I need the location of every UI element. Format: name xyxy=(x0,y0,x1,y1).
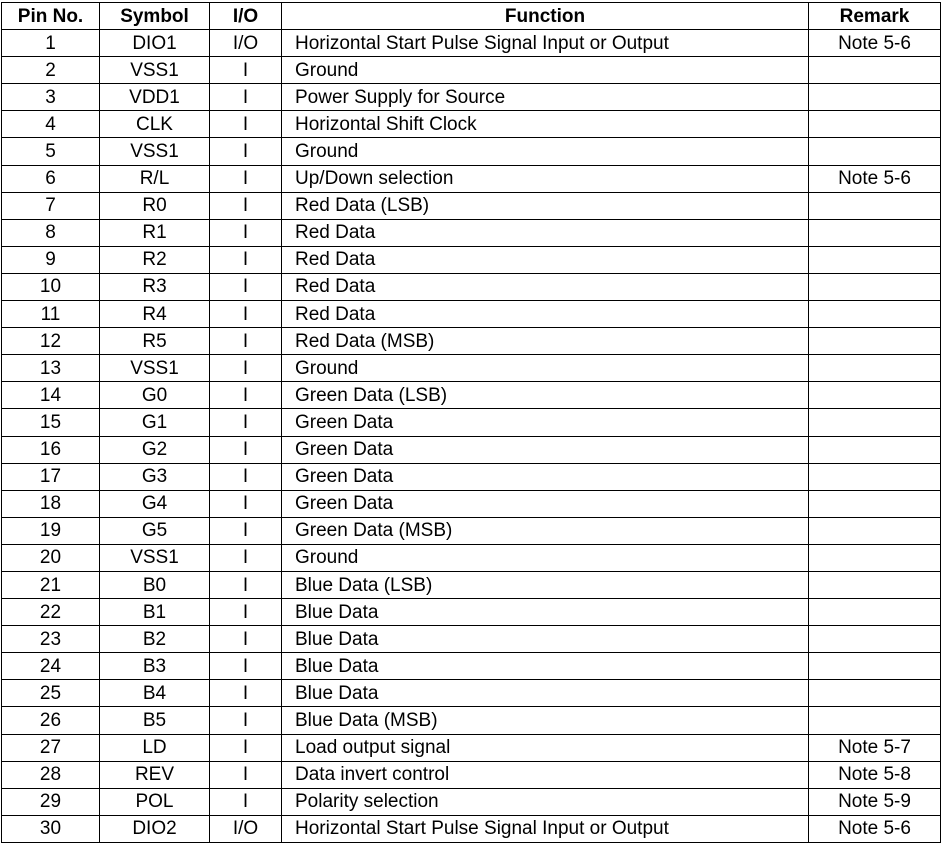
remark-cell xyxy=(809,490,941,517)
io-cell: I/O xyxy=(210,815,282,842)
table-row xyxy=(2,192,941,219)
symbol-cell: VDD1 xyxy=(100,84,210,111)
table-row xyxy=(2,84,941,111)
table-row xyxy=(2,57,941,84)
remark-cell xyxy=(809,57,941,84)
function-cell: Data invert control xyxy=(282,761,809,788)
table-row xyxy=(2,328,941,355)
table-row xyxy=(2,815,941,842)
pin-number-cell: 30 xyxy=(2,815,100,842)
symbol-cell: CLK xyxy=(100,111,210,138)
header-pin-no: Pin No. xyxy=(2,3,100,30)
io-cell: I xyxy=(210,788,282,815)
table-row xyxy=(2,707,941,734)
pin-number-cell: 2 xyxy=(2,57,100,84)
symbol-cell: DIO2 xyxy=(100,815,210,842)
symbol-cell: VSS1 xyxy=(100,544,210,571)
io-cell: I xyxy=(210,192,282,219)
function-cell: Red Data xyxy=(282,273,809,300)
io-cell: I xyxy=(210,571,282,598)
pin-number-cell: 12 xyxy=(2,328,100,355)
function-cell: Ground xyxy=(282,355,809,382)
remark-cell xyxy=(809,517,941,544)
io-cell: I xyxy=(210,761,282,788)
table-row xyxy=(2,734,941,761)
pin-number-cell: 24 xyxy=(2,653,100,680)
function-cell: Red Data (LSB) xyxy=(282,192,809,219)
symbol-cell: R5 xyxy=(100,328,210,355)
symbol-cell: G5 xyxy=(100,517,210,544)
remark-cell xyxy=(809,382,941,409)
remark-cell xyxy=(809,246,941,273)
pin-number-cell: 9 xyxy=(2,246,100,273)
function-cell: Horizontal Shift Clock xyxy=(282,111,809,138)
function-cell: Green Data xyxy=(282,436,809,463)
pin-number-cell: 3 xyxy=(2,84,100,111)
pin-number-cell: 15 xyxy=(2,409,100,436)
symbol-cell: LD xyxy=(100,734,210,761)
pin-number-cell: 1 xyxy=(2,30,100,57)
function-cell: Blue Data (MSB) xyxy=(282,707,809,734)
table-row xyxy=(2,301,941,328)
io-cell: I xyxy=(210,599,282,626)
io-cell: I xyxy=(210,355,282,382)
remark-cell xyxy=(809,707,941,734)
remark-cell xyxy=(809,84,941,111)
remark-cell xyxy=(809,680,941,707)
function-cell: Green Data xyxy=(282,409,809,436)
symbol-cell: G1 xyxy=(100,409,210,436)
symbol-cell: B5 xyxy=(100,707,210,734)
io-cell: I xyxy=(210,219,282,246)
pin-assignment-table xyxy=(1,2,941,843)
pin-number-cell: 14 xyxy=(2,382,100,409)
pin-number-cell: 26 xyxy=(2,707,100,734)
io-cell: I xyxy=(210,301,282,328)
pin-number-cell: 4 xyxy=(2,111,100,138)
io-cell: I xyxy=(210,707,282,734)
io-cell: I xyxy=(210,409,282,436)
header-io: I/O xyxy=(210,3,282,30)
io-cell: I xyxy=(210,165,282,192)
symbol-cell: B3 xyxy=(100,653,210,680)
pin-number-cell: 5 xyxy=(2,138,100,165)
remark-cell xyxy=(809,626,941,653)
function-cell: Green Data xyxy=(282,463,809,490)
function-cell: Ground xyxy=(282,57,809,84)
symbol-cell: DIO1 xyxy=(100,30,210,57)
remark-cell xyxy=(809,463,941,490)
pin-number-cell: 25 xyxy=(2,680,100,707)
remark-cell: Note 5-7 xyxy=(809,734,941,761)
remark-cell xyxy=(809,301,941,328)
function-cell: Blue Data (LSB) xyxy=(282,571,809,598)
remark-cell xyxy=(809,436,941,463)
io-cell: I xyxy=(210,138,282,165)
symbol-cell: G2 xyxy=(100,436,210,463)
io-cell: I xyxy=(210,544,282,571)
remark-cell xyxy=(809,544,941,571)
symbol-cell: R/L xyxy=(100,165,210,192)
pin-number-cell: 10 xyxy=(2,273,100,300)
table-row xyxy=(2,436,941,463)
function-cell: Blue Data xyxy=(282,626,809,653)
io-cell: I xyxy=(210,734,282,761)
table-row xyxy=(2,653,941,680)
pin-number-cell: 29 xyxy=(2,788,100,815)
function-cell: Red Data xyxy=(282,219,809,246)
symbol-cell: R0 xyxy=(100,192,210,219)
function-cell: Red Data (MSB) xyxy=(282,328,809,355)
symbol-cell: G0 xyxy=(100,382,210,409)
table-row xyxy=(2,165,941,192)
table-row xyxy=(2,517,941,544)
io-cell: I xyxy=(210,653,282,680)
remark-cell xyxy=(809,409,941,436)
remark-cell xyxy=(809,219,941,246)
symbol-cell: R4 xyxy=(100,301,210,328)
pin-number-cell: 20 xyxy=(2,544,100,571)
symbol-cell: VSS1 xyxy=(100,138,210,165)
pin-number-cell: 7 xyxy=(2,192,100,219)
table-row xyxy=(2,382,941,409)
remark-cell xyxy=(809,653,941,680)
io-cell: I xyxy=(210,517,282,544)
table-row xyxy=(2,680,941,707)
io-cell: I xyxy=(210,328,282,355)
table-row xyxy=(2,544,941,571)
table-row xyxy=(2,246,941,273)
function-cell: Green Data (MSB) xyxy=(282,517,809,544)
symbol-cell: R3 xyxy=(100,273,210,300)
pin-number-cell: 27 xyxy=(2,734,100,761)
pin-number-cell: 23 xyxy=(2,626,100,653)
io-cell: I xyxy=(210,246,282,273)
io-cell: I xyxy=(210,111,282,138)
table-row xyxy=(2,626,941,653)
table-row xyxy=(2,355,941,382)
remark-cell: Note 5-6 xyxy=(809,30,941,57)
table-row xyxy=(2,138,941,165)
remark-cell xyxy=(809,111,941,138)
pin-number-cell: 17 xyxy=(2,463,100,490)
io-cell: I xyxy=(210,490,282,517)
symbol-cell: POL xyxy=(100,788,210,815)
remark-cell xyxy=(809,599,941,626)
symbol-cell: VSS1 xyxy=(100,57,210,84)
function-cell: Horizontal Start Pulse Signal Input or Output xyxy=(282,30,809,57)
header-remark: Remark xyxy=(809,3,941,30)
io-cell: I xyxy=(210,626,282,653)
function-cell: Blue Data xyxy=(282,599,809,626)
function-cell: Blue Data xyxy=(282,680,809,707)
table-row xyxy=(2,219,941,246)
remark-cell xyxy=(809,273,941,300)
remark-cell xyxy=(809,328,941,355)
symbol-cell: VSS1 xyxy=(100,355,210,382)
remark-cell xyxy=(809,138,941,165)
table-row xyxy=(2,409,941,436)
function-cell: Ground xyxy=(282,138,809,165)
remark-cell: Note 5-6 xyxy=(809,815,941,842)
remark-cell xyxy=(809,192,941,219)
pin-number-cell: 18 xyxy=(2,490,100,517)
table-row xyxy=(2,788,941,815)
pin-number-cell: 16 xyxy=(2,436,100,463)
table-row xyxy=(2,111,941,138)
table-row xyxy=(2,761,941,788)
io-cell: I xyxy=(210,57,282,84)
function-cell: Power Supply for Source xyxy=(282,84,809,111)
table-row xyxy=(2,463,941,490)
symbol-cell: B2 xyxy=(100,626,210,653)
symbol-cell: R1 xyxy=(100,219,210,246)
function-cell: Polarity selection xyxy=(282,788,809,815)
function-cell: Red Data xyxy=(282,301,809,328)
symbol-cell: B1 xyxy=(100,599,210,626)
remark-cell: Note 5-9 xyxy=(809,788,941,815)
function-cell: Red Data xyxy=(282,246,809,273)
table-row xyxy=(2,273,941,300)
io-cell: I xyxy=(210,680,282,707)
io-cell: I/O xyxy=(210,30,282,57)
function-cell: Ground xyxy=(282,544,809,571)
io-cell: I xyxy=(210,463,282,490)
symbol-cell: G4 xyxy=(100,490,210,517)
io-cell: I xyxy=(210,436,282,463)
pin-number-cell: 22 xyxy=(2,599,100,626)
function-cell: Green Data xyxy=(282,490,809,517)
remark-cell: Note 5-8 xyxy=(809,761,941,788)
pin-number-cell: 21 xyxy=(2,571,100,598)
pin-number-cell: 6 xyxy=(2,165,100,192)
pin-number-cell: 11 xyxy=(2,301,100,328)
table-header-row xyxy=(2,3,941,30)
symbol-cell: G3 xyxy=(100,463,210,490)
pin-number-cell: 28 xyxy=(2,761,100,788)
function-cell: Green Data (LSB) xyxy=(282,382,809,409)
symbol-cell: REV xyxy=(100,761,210,788)
remark-cell xyxy=(809,355,941,382)
pin-number-cell: 13 xyxy=(2,355,100,382)
header-symbol: Symbol xyxy=(100,3,210,30)
function-cell: Blue Data xyxy=(282,653,809,680)
table-row xyxy=(2,571,941,598)
symbol-cell: B4 xyxy=(100,680,210,707)
header-function: Function xyxy=(282,3,809,30)
table-row xyxy=(2,30,941,57)
function-cell: Load output signal xyxy=(282,734,809,761)
symbol-cell: B0 xyxy=(100,571,210,598)
table-row xyxy=(2,490,941,517)
table-body xyxy=(2,30,941,843)
table-row xyxy=(2,599,941,626)
io-cell: I xyxy=(210,382,282,409)
pin-number-cell: 8 xyxy=(2,219,100,246)
function-cell: Horizontal Start Pulse Signal Input or Output xyxy=(282,815,809,842)
function-cell: Up/Down selection xyxy=(282,165,809,192)
pin-number-cell: 19 xyxy=(2,517,100,544)
symbol-cell: R2 xyxy=(100,246,210,273)
remark-cell: Note 5-6 xyxy=(809,165,941,192)
io-cell: I xyxy=(210,273,282,300)
io-cell: I xyxy=(210,84,282,111)
remark-cell xyxy=(809,571,941,598)
